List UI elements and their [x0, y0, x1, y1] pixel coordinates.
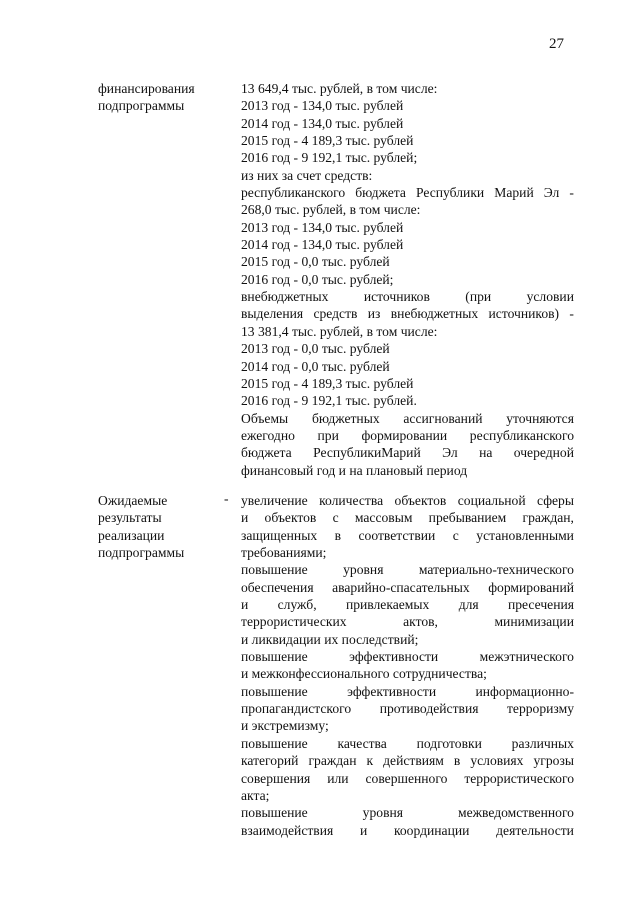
results-label-line: Ожидаемые: [98, 493, 168, 508]
text-line: акта;: [241, 787, 270, 803]
text-line: из них за счет средств:: [241, 167, 373, 183]
text-line: 2015 год - 4 189,3 тыс. рублей: [241, 375, 414, 391]
text-line: выделения средств из внебюджетных источников) -: [241, 306, 574, 322]
text-line: защищенных в соответствии с установленными: [241, 527, 574, 543]
results-label-line: результаты: [98, 510, 162, 526]
text-line: пропагандистского противодействия терроризму: [241, 701, 574, 717]
results-label-line: подпрограммы: [98, 545, 185, 561]
text-line: террористических актов, минимизации: [241, 614, 574, 630]
text-line: повышение качества подготовки различных: [241, 735, 574, 751]
text-line: 268,0 тыс. рублей, в том числе:: [241, 202, 421, 218]
text-line: 2016 год - 9 192,1 тыс. рублей;: [241, 150, 418, 166]
text-line: финансовый год и на плановый период: [241, 462, 468, 478]
text-line: 2013 год - 134,0 тыс. рублей: [241, 98, 404, 114]
text-line: 2016 год - 9 192,1 тыс. рублей.: [241, 393, 417, 409]
text-line: 13 381,4 тыс. рублей, в том числе:: [241, 323, 438, 339]
funding-text: [241, 80, 574, 479]
text-line: обеспечения аварийно-спасательных формирований: [241, 579, 574, 595]
results-text: [241, 492, 574, 839]
text-line: Объемы бюджетных ассигнований уточняются: [241, 410, 574, 426]
text-line: увеличение количества объектов социальной сферы: [241, 493, 574, 508]
text-line: и экстремизму;: [241, 718, 329, 734]
text-line: и объектов с массовым пребыванием граждан,: [241, 510, 574, 526]
text-line: 2014 год - 134,0 тыс. рублей: [241, 237, 404, 253]
results-label: [98, 492, 184, 562]
funding-label-line: подпрограммы: [98, 98, 185, 114]
text-line: 2015 год - 4 189,3 тыс. рублей: [241, 133, 414, 149]
text-line: бюджета РеспубликиМарий Эл на очередной: [241, 445, 574, 461]
text-line: совершения или совершенного террористического: [241, 770, 574, 786]
text-line: 2014 год - 0,0 тыс. рублей: [241, 358, 390, 374]
text-line: и служб, привлекаемых для пресечения: [241, 597, 574, 613]
text-line: взаимодействия и координации деятельности: [241, 822, 574, 838]
text-line: 2014 год - 134,0 тыс. рублей: [241, 115, 404, 131]
text-line: и ликвидации их последствий;: [241, 631, 419, 647]
text-line: 2013 год - 134,0 тыс. рублей: [241, 219, 404, 235]
text-line: 2013 год - 0,0 тыс. рублей: [241, 341, 390, 357]
text-line: 13 649,4 тыс. рублей, в том числе:: [241, 81, 438, 96]
text-line: внебюджетных источников (при условии: [241, 289, 574, 305]
text-line: повышение эффективности межэтнического: [241, 649, 574, 665]
page-number: 27: [549, 36, 564, 52]
results-label-line: реализации: [98, 527, 165, 543]
text-line: республиканского бюджета Республики Марий Эл -: [241, 185, 574, 201]
text-line: 2016 год - 0,0 тыс. рублей;: [241, 271, 394, 287]
text-line: требованиями;: [241, 545, 327, 561]
text-line: ежегодно при формировании республиканского: [241, 427, 574, 443]
text-line: и межконфессионального сотрудничества;: [241, 666, 487, 682]
funding-label: [98, 80, 195, 115]
funding-label-line: финансирования: [98, 81, 195, 96]
label-separator-dash: -: [224, 491, 229, 506]
text-line: повышение уровня материально-технического: [241, 562, 574, 578]
text-line: повышение эффективности информационно-: [241, 683, 574, 699]
text-line: 2015 год - 0,0 тыс. рублей: [241, 254, 390, 270]
text-line: категорий граждан к действиям в условиях угрозы: [241, 753, 574, 769]
text-line: повышение уровня межведомственного: [241, 805, 574, 821]
